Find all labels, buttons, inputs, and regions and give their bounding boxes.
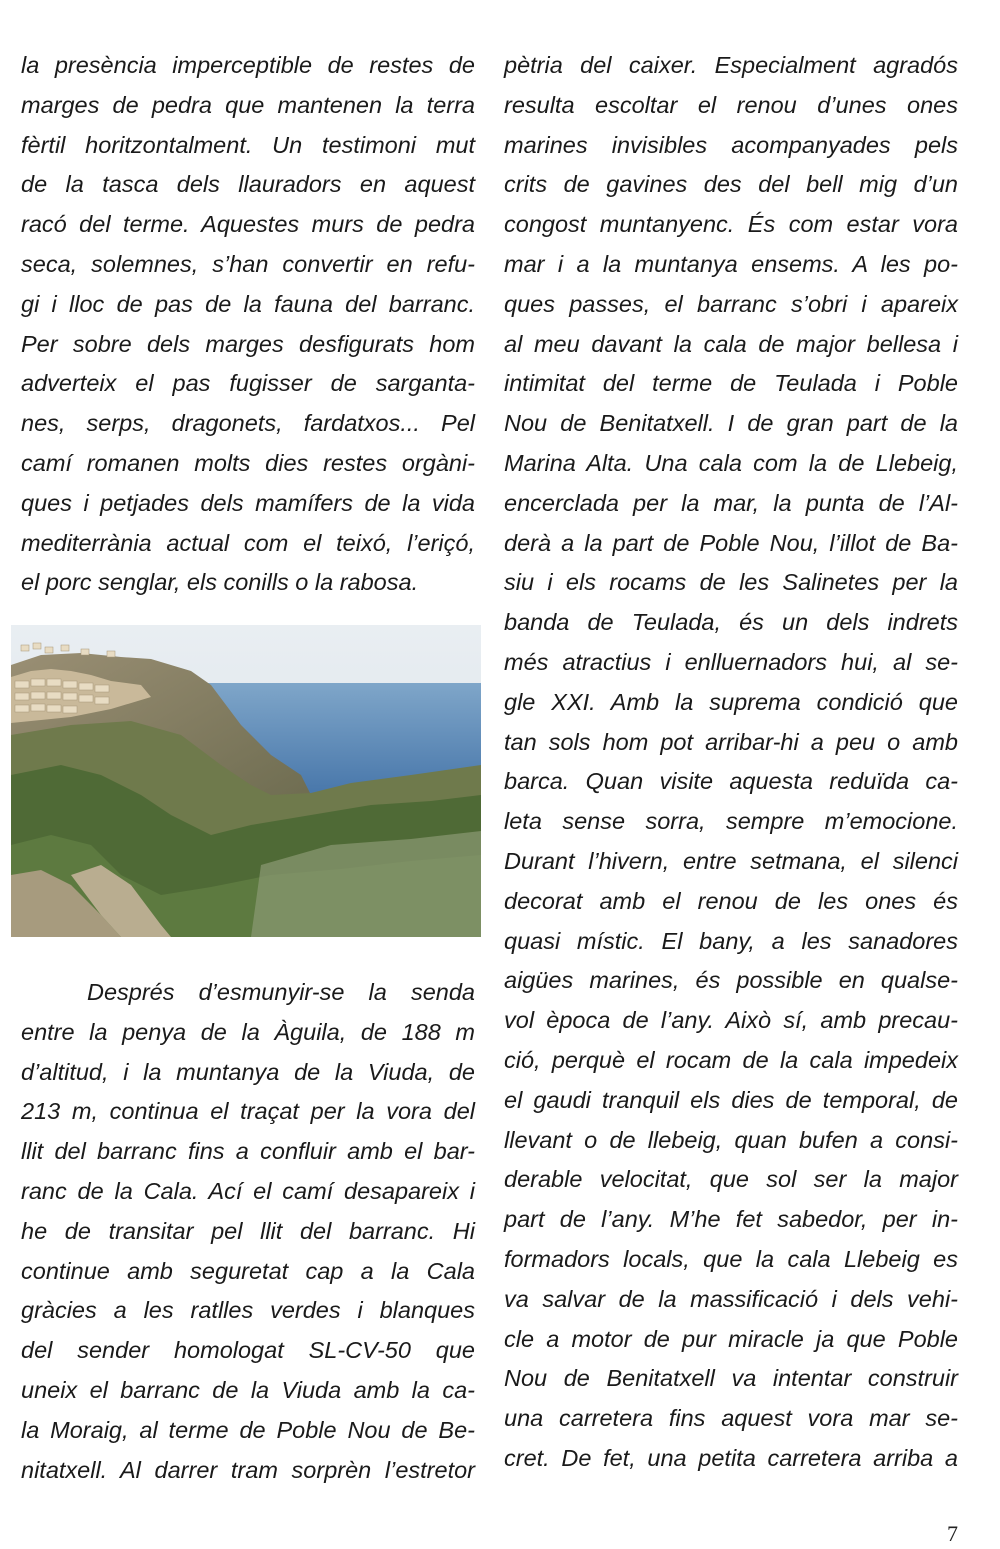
text-line: nes, serps, dragonets, fardatxos... Pel	[21, 410, 475, 437]
text-line: gle XXI. Amb la suprema condició que	[504, 688, 958, 715]
text-line: la Moraig, al terme de Poble Nou de Be-	[21, 1416, 475, 1443]
text-line: va salvar de la massificació i dels vehi-	[504, 1285, 958, 1312]
text-line: quasi místic. El bany, a les sanadores	[504, 927, 958, 954]
left-column-bottom	[21, 973, 475, 1490]
text-line: he de transitar pel llit del barranc. Hi	[21, 1217, 475, 1244]
text-line: d’altitud, i la muntanya de la Viuda, de	[21, 1058, 475, 1085]
text-line: uneix el barranc de la Viuda amb la ca-	[21, 1376, 475, 1403]
text-line: ranc de la Cala. Ací el camí desapareix i	[21, 1177, 475, 1204]
text-line: gi i lloc de pas de la fauna del barranc.	[21, 290, 475, 317]
text-line: derà a la part de Poble Nou, l’illot de Ba-	[504, 529, 958, 556]
text-line: fèrtil horitzontalment. Un testimoni mut	[21, 131, 475, 158]
text-line: llevant o de llebeig, quan bufen a consi-	[504, 1126, 958, 1153]
text-line: aigües marines, és possible en qualse-	[504, 967, 958, 994]
text-line: llit del barranc fins a confluir amb el bar-	[21, 1138, 475, 1165]
text-line: leta sense sorra, sempre m’emocione.	[504, 808, 958, 835]
text-line: tan sols hom pot arribar-hi a peu o amb	[504, 728, 958, 755]
coastal-landscape-photo	[11, 625, 481, 937]
coastal-landscape-image	[11, 625, 481, 937]
text-line: congost muntanyenc. És com estar vora	[504, 211, 958, 238]
text-line: marines invisibles acompanyades pels	[504, 131, 958, 158]
text-line: cret. De fet, una petita carretera arriba a	[504, 1444, 958, 1471]
text-line: camí romanen molts dies restes orgàni-	[21, 449, 475, 476]
text-line: Marina Alta. Una cala com la de Llebeig,	[504, 449, 958, 476]
text-line: Després d’esmunyir-se la senda	[87, 979, 475, 1005]
text-line: marges de pedra que mantenen la terra	[21, 91, 475, 118]
text-line: del sender homologat SL-CV-50 que	[21, 1337, 475, 1364]
text-line: vol època de l’any. Això sí, amb precau-	[504, 1007, 958, 1034]
text-line: Nou de Benitatxell. I de gran part de la	[504, 410, 958, 437]
text-line: entre la penya de la Àguila, de 188 m	[21, 1018, 475, 1045]
text-line: ques passes, el barranc s’obri i apareix	[504, 290, 958, 317]
text-line: nitatxell. Al darrer tram sorprèn l’estretor	[21, 1456, 475, 1483]
text-line: barca. Quan visite aquesta reduïda ca-	[504, 768, 958, 795]
text-line: racó del terme. Aquestes murs de pedra	[21, 211, 475, 238]
text-line: gràcies a les ratlles verdes i blanques	[21, 1297, 475, 1324]
text-line: el porc senglar, els conills o la rabosa.	[21, 569, 419, 596]
text-line: derable velocitat, que sol ser la major	[504, 1166, 958, 1193]
text-line: part de l’any. M’he fet sabedor, per in-	[504, 1206, 958, 1233]
text-line: siu i els rocams de les Salinetes per la	[504, 569, 958, 596]
text-line: Nou de Benitatxell va intentar construir	[504, 1365, 958, 1392]
text-line: crits de gavines des del bell mig d’un	[504, 171, 958, 198]
text-line: adverteix el pas fugisser de sarganta-	[21, 370, 475, 397]
text-line: el gaudi tranquil els dies de temporal, de	[504, 1086, 958, 1113]
text-line: banda de Teulada, és un dels indrets	[504, 609, 958, 636]
text-line: ció, perquè el rocam de la cala impedeix	[504, 1046, 958, 1073]
text-line: al meu davant la cala de major bellesa i	[504, 330, 958, 357]
text-line: resulta escoltar el renou d’unes ones	[504, 91, 958, 118]
left-column-top	[21, 46, 475, 603]
text-line: Durant l’hivern, entre setmana, el silenci	[504, 847, 958, 874]
text-line: pètria del caixer. Especialment agradós	[504, 52, 958, 78]
text-line: formadors locals, que la cala Llebeig es	[504, 1245, 958, 1272]
text-line: encerclada per la mar, la punta de l’Al-	[504, 489, 958, 516]
right-column	[504, 46, 958, 1479]
text-line: mar i a la muntanya ensems. A les po-	[504, 250, 958, 277]
text-line: decorat amb el renou de les ones és	[504, 887, 958, 914]
text-line: ques i petjades dels mamífers de la vida	[21, 489, 475, 516]
text-line: continue amb seguretat cap a la Cala	[21, 1257, 475, 1284]
text-line: cle a motor de pur miracle ja que Poble	[504, 1325, 958, 1352]
text-line: la presència imperceptible de restes de	[21, 52, 475, 78]
text-line: més atractius i enlluernadors hui, al se-	[504, 648, 958, 675]
text-line: de la tasca dels llauradors en aquest	[21, 171, 475, 198]
text-line: Per sobre dels marges desfigurats hom	[21, 330, 475, 357]
text-line: seca, solemnes, s’han convertir en refu-	[21, 250, 475, 277]
text-line: una carretera fins aquest vora mar se-	[504, 1405, 958, 1432]
page-number: 7	[947, 1521, 958, 1546]
text-line: 213 m, continua el traçat per la vora del	[21, 1098, 475, 1125]
text-line: mediterrània actual com el teixó, l’eriçó,	[21, 529, 475, 556]
text-line: intimitat del terme de Teulada i Poble	[504, 370, 958, 397]
